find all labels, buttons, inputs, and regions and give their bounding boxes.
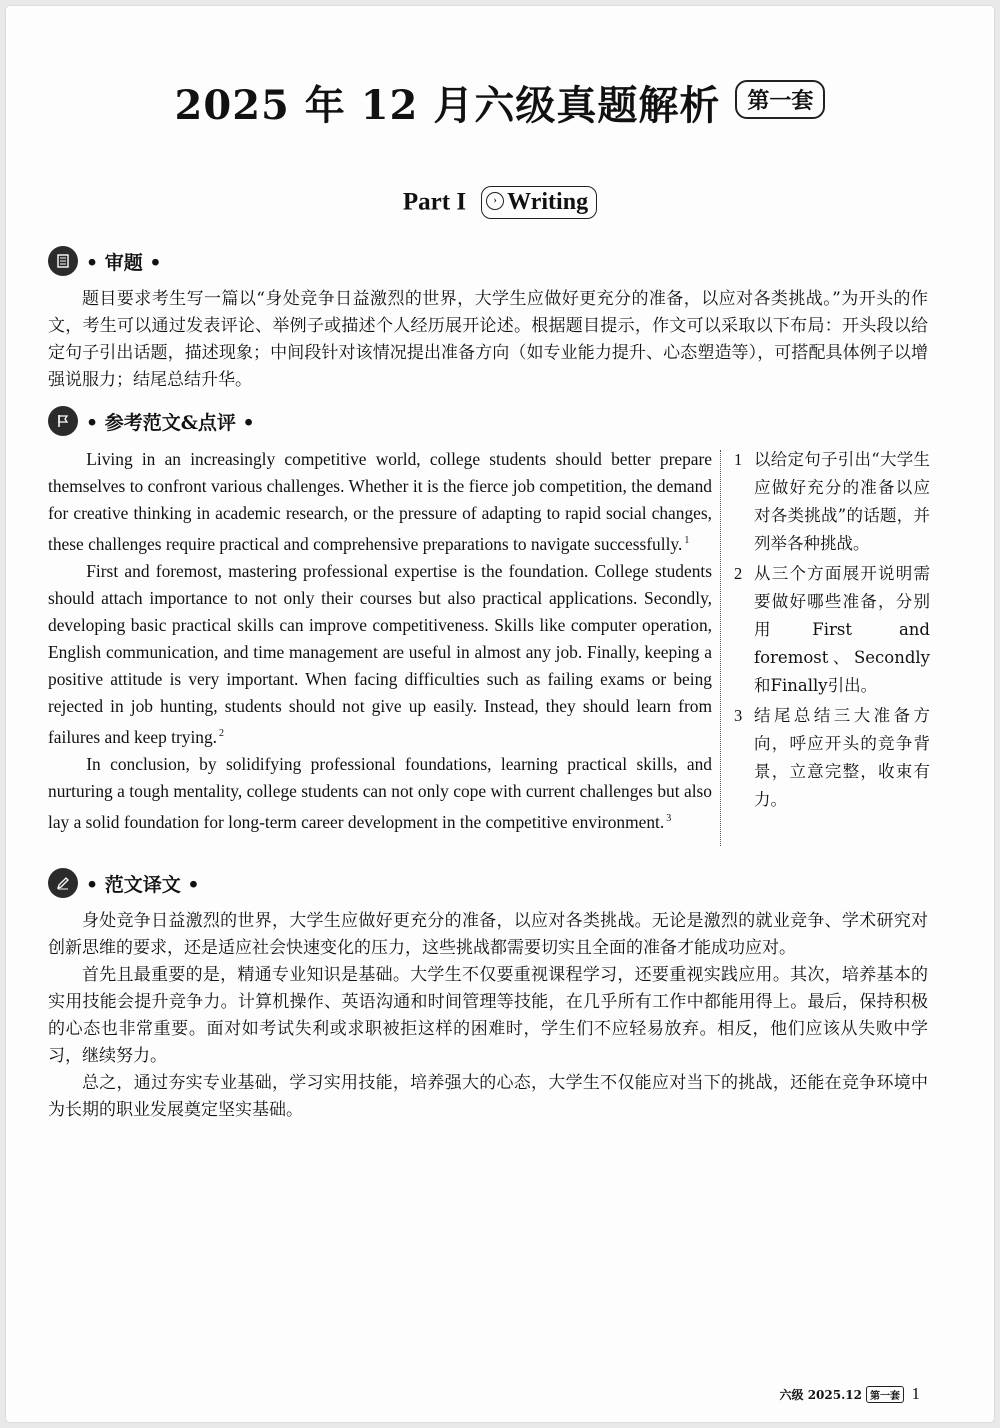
translation-heading — [48, 868, 200, 898]
footnote-ref: 3 — [666, 812, 672, 824]
review-title: • 审题 • — [86, 251, 162, 274]
footnote-ref: 2 — [219, 727, 225, 739]
title-bar — [6, 74, 994, 131]
part-heading — [6, 186, 994, 219]
dotted-divider — [720, 450, 721, 846]
note-text: 从三个方面展开说明需要做好哪些准备，分别用First and foremost、Secondly和Finally引出。 — [754, 564, 930, 695]
commentary-note — [734, 446, 930, 558]
pen-icon — [48, 868, 78, 898]
commentary-notes — [734, 446, 930, 816]
note-text: 以给定句子引出“大学生应做好充分的准备以应对各类挑战”的话题，并列举各种挑战。 — [754, 450, 930, 553]
note-text: 结尾总结三大准备方向，呼应开头的竞争背景，立意完整，收束有力。 — [754, 706, 930, 809]
part-label: Part I — [402, 188, 467, 216]
page-footer — [780, 1386, 904, 1403]
set-badge: 第一套 — [735, 80, 825, 119]
commentary-note — [734, 560, 930, 700]
sample-heading — [48, 406, 255, 436]
page-number: 1 — [911, 1384, 920, 1403]
essay-paragraph: First and foremost, mastering professional expertise is the foundation. College students should attach importance to not only their courses but also practical applications. Secondly, developing basic practical skills can improve competitiveness. Skills like computer operation, English communication, and time management are useful in almost any job. Finally, keeping a positive attitude is very important. When facing difficulties such as failing exams or being rejected in job hunting, students should not give up easily. Instead, they should learn from failures and keep trying. $^2$ — [48, 560, 712, 747]
document-page — [6, 6, 994, 1422]
note-number: 2 — [734, 564, 743, 583]
note-number: 1 — [734, 450, 743, 469]
translation-paragraph: 首先且最重要的是，精通专业知识是基础。大学生不仅要重视课程学习，还要重视实践应用。其次，培养基本的实用技能会提升竞争力。计算机操作、英语沟通和时间管理等技能，在几乎所有工作中都能用得上。最后，保持积极的心态也非常重要。面对如考试失利或求职被拒这样的困难时，学生们不应轻易放弃。相反，他们应该从失败中学习，继续努力。 — [48, 965, 928, 1066]
footer-label: 六级 2025.12 — [779, 1388, 862, 1402]
commentary-note — [734, 702, 930, 814]
sample-title: • 参考范文&点评 • — [86, 411, 255, 434]
section-name: Writing — [507, 189, 589, 215]
translation-paragraph: 身处竞争日益激烈的世界，大学生应做好更充分的准备，以应对各类挑战。无论是激烈的就业竞争、学术研究对创新思维的要求，还是适应社会快速变化的压力，这些挑战都需要切实且全面的准备才能成功应对。 — [48, 911, 928, 958]
review-text: 题目要求考生写一篇以“身处竞争日益激烈的世界，大学生应做好更充分的准备，以应对各类挑战。”为开头的作文，考生可以通过发表评论、举例子或描述个人经历展开论述。根据题目提示，作文可以采取以下布局：开头段以给定句子引出话题，描述现象；中间段针对该情况提出准备方向（如专业能力提升、心态塑造等），可搭配具体例子以增强说服力；结尾总结升华。 — [48, 289, 928, 390]
footnote-ref: 1 — [684, 535, 690, 546]
section-name-badge — [481, 186, 597, 219]
flag-icon — [48, 406, 78, 436]
review-body — [48, 286, 928, 394]
translation-title: • 范文译文 • — [86, 873, 200, 896]
note-number: 3 — [734, 706, 743, 725]
chevron-right-circle-icon: › — [486, 192, 504, 210]
essay-paragraph: Living in an increasingly competitive world, college students should better prepare themselves to confront various challenges. Whether it is the fierce job competition, the demand for creative thinking in academic research, or the pressure of adapting to rapid social changes, these challenges require practical and comprehensive preparations to navigate successfully. $^1$ — [48, 449, 712, 554]
book-icon — [48, 246, 78, 276]
translation-paragraph: 总之，通过夯实专业基础，学习实用技能，培养强大的心态，大学生不仅能应对当下的挑战，还能在竞争环境中为长期的职业发展奠定坚实基础。 — [48, 1073, 928, 1120]
essay-paragraph: In conclusion, by solidifying professional foundations, learning practical skills, and nurturing a tough mentality, college students can not only cope with current challenges but also lay a solid foundation for long-term career development in the competitive environment. $^3$ — [48, 753, 712, 832]
page-title: 2025 年 12 月六级真题解析 — [174, 82, 721, 129]
review-heading — [48, 246, 162, 276]
sample-essay — [48, 446, 712, 835]
translation-body — [48, 908, 928, 1124]
footer-set-badge: 第一套 — [866, 1386, 904, 1403]
